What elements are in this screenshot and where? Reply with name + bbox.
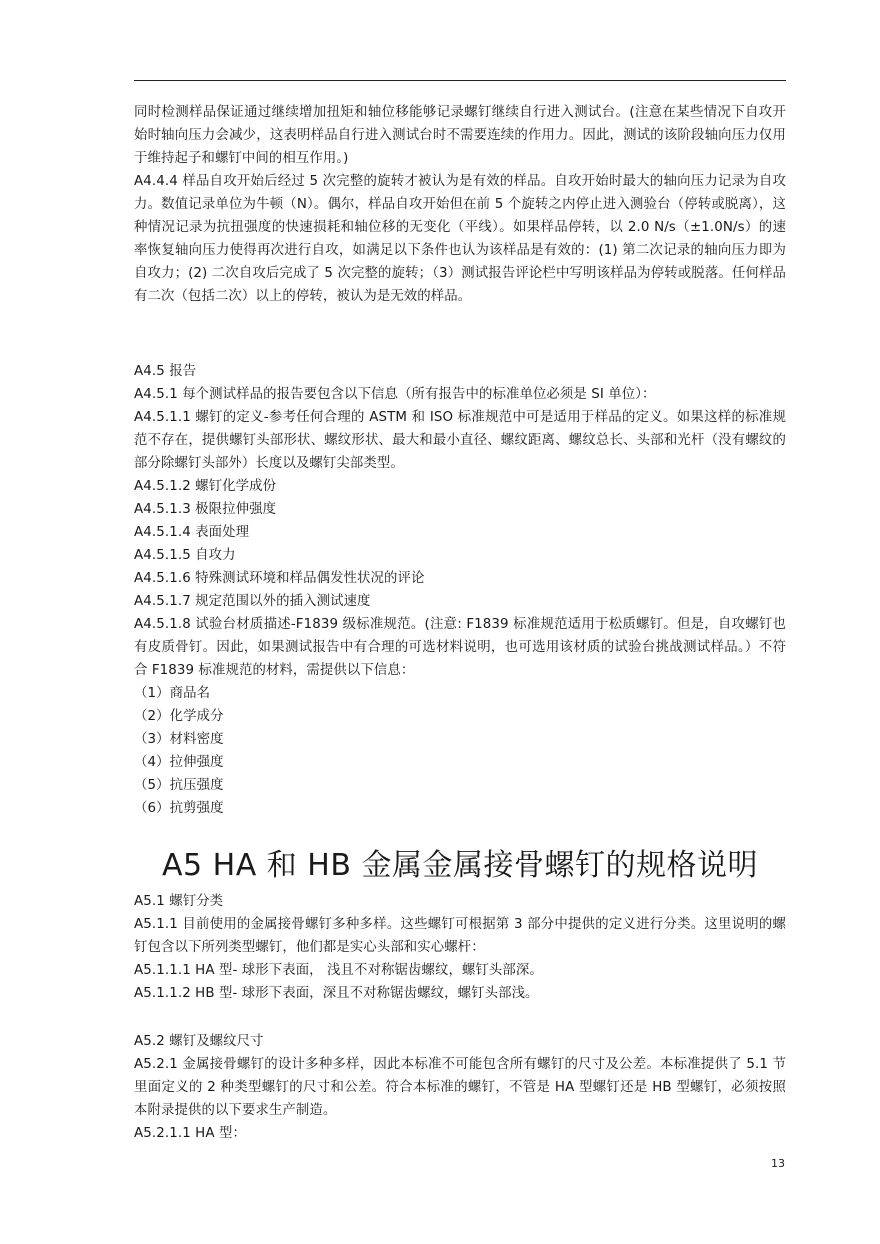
header-rule <box>134 80 786 81</box>
list-item: （1）商品名 <box>134 686 211 701</box>
paragraph: 同时检测样品保证通过继续增加扭矩和轴位移能够记录螺钉继续自行进入测试台。(注意在某些情况下自攻开始时轴向压力会减少，这表明样品自行进入测试台时不需要连续的作用力。因此，测试的该阶段轴向压力仅用于维持起子和螺钉中间的相互作用。) <box>134 105 786 166</box>
list-item: A4.5.1.4 表面处理 <box>134 525 250 540</box>
list-item: A5.1.1.2 HB 型- 球形下表面，深且不对称锯齿螺纹，螺钉头部浅。 <box>134 986 539 1001</box>
list-item: （2）化学成分 <box>134 709 224 724</box>
section-heading: A5.2 螺钉及螺纹尺寸 <box>134 1034 264 1049</box>
list-item: A4.5.1.2 螺钉化学成份 <box>134 479 277 494</box>
paragraph: A4.4.4 样品自攻开始后经过 5 次完整的旋转才被认为是有效的样品。自攻开始时最大的轴向压力记录为自攻力。数值记录单位为牛顿（N）。偶尔，样品自攻开始但在前 5 个旋转之内停止进入测验台（停转或脱离），这种情况记录为抗扭强度的快速损耗和轴位移的无变化（平线）。如果样品停转，以 2.0 N/s（±1.0N/s）的速率恢复轴向压力使得再次进行自攻，如满足以下条件也认为该样品是有效的：(1) 第二次记录的轴向压力即为自攻力；(2) 二次自攻后完成了 5 次完整的旋转；（3）测试报告评论栏中写明该样品为停转或脱落。任何样品有二次（包括二次）以上的停转，被认为是无效的样品。 <box>134 174 786 304</box>
list-item: A5.2.1.1 HA 型： <box>134 1126 246 1141</box>
section-heading: A5.1 螺钉分类 <box>134 894 224 909</box>
list-item: A4.5.1.3 极限拉伸强度 <box>134 502 277 517</box>
list-item: （3）材料密度 <box>134 732 224 747</box>
list-item: （6）抗剪强度 <box>134 801 224 816</box>
list-item: A4.5.1.5 自攻力 <box>134 548 236 563</box>
section-a <box>134 101 786 308</box>
paragraph: A5.1.1 目前使用的金属接骨螺钉多种多样。这些螺钉可根据第 3 部分中提供的定义进行分类。这里说明的螺钉包含以下所列类型螺钉，他们都是实心头部和实心螺杆： <box>134 917 786 955</box>
list-item: A4.5.1.7 规定范围以外的插入测试速度 <box>134 594 371 609</box>
page-number: 13 <box>771 1157 785 1170</box>
list-item: A5.1.1.1 HA 型- 球形下表面， 浅且不对称锯齿螺纹，螺钉头部深。 <box>134 963 543 978</box>
paragraph: A4.5.1.8 试验台材质描述-F1839 级标准规范。(注意: F1839 标准规范适用于松质螺钉。但是，自攻螺钉也有皮质骨钉。因此，如果测试报告中有合理的可选材料说明，也可选用该材质的试验台挑战测试样品。）不符合 F1839 标准规范的材料，需提供以下信息： <box>134 617 786 678</box>
chapter-heading: A5 HA 和 HB 金属金属接骨螺钉的规格说明 <box>162 848 758 883</box>
section-classification <box>134 890 786 1005</box>
paragraph: A5.2.1 金属接骨螺钉的设计多种多样，因此本标准不可能包含所有螺钉的尺寸及公差。本标准提供了 5.1 节里面定义的 2 种类型螺钉的尺寸和公差。符合本标准的螺钉，不管是 HA 型螺钉还是 HB 型螺钉，必须按照本附录提供的以下要求生产制造。 <box>134 1057 786 1118</box>
list-item: （4）拉伸强度 <box>134 755 224 770</box>
paragraph: A4.5.1 每个测试样品的报告要包含以下信息（所有报告中的标准单位必须是 SI 单位）： <box>134 387 656 402</box>
section-dimensions <box>134 1030 786 1145</box>
list-item: A4.5.1.6 特殊测试环境和样品偶发性状况的评论 <box>134 571 425 586</box>
section-reports <box>134 360 786 820</box>
section-heading: A4.5 报告 <box>134 364 197 379</box>
paragraph: A4.5.1.1 螺钉的定义-参考任何合理的 ASTM 和 ISO 标准规范中可是适用于样品的定义。如果这样的标准规范不存在，提供螺钉头部形状、螺纹形状、最大和最小直径、螺纹距离、螺纹总长、头部和光杆（没有螺纹的部分除螺钉头部外）长度以及螺钉尖部类型。 <box>134 410 786 471</box>
list-item: （5）抗压强度 <box>134 778 224 793</box>
